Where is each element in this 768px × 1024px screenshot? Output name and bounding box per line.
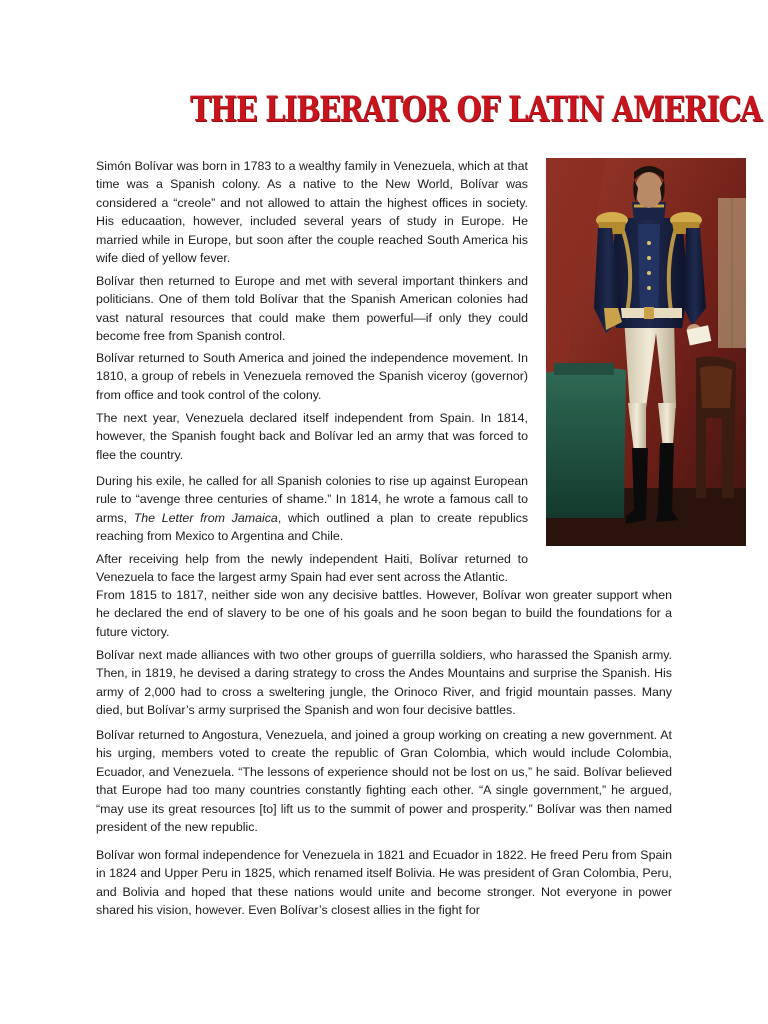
- paragraph-formal-independence: Bolívar won formal independence for Venezuela in 1821 and Ecuador in 1822. He freed Peru from Spain in 1824 and Upper Peru in 1825, which renamed itself Bolivia. He was president of Gran Colombia, Peru, and Bolivia and hoped that these nations would unite and become stronger. Not everyone in power shared his vision, however. Even Bolívar’s closest allies in the fight for: [96, 848, 672, 918]
- letter-from-jamaica-title: The Letter from Jamaica: [133, 510, 278, 525]
- paragraph-venezuela-declared: The next year, Venezuela declared itself independent from Spain. In 1814, however, the Spanish fought back and Bolívar led an army that was forced to flee the country.: [96, 411, 528, 462]
- exile-text-after: , which outlined a plan to create republics reaching from Mexico to Argentina and Chile.: [96, 510, 529, 544]
- exile-text-before: During his exile, he called for all Spanish colonies to rise up against European rule to “avenge three centuries of shame.” In 1814, he wrote a famous call to arms,: [96, 474, 528, 525]
- paragraph-andes: Bolívar next made alliances with two other groups of guerrilla soldiers, who harassed the Spanish army. Then, in 1819, he devised a daring strategy to cross the Andes Mountains and surprise the Spanish. His army of 2,000 had to cross a sweltering jungle, the Orinoco River, and frigid mountain passes. Many died, but Bolívar’s army surprised the Spanish and won four decisive battles.: [96, 648, 672, 718]
- paragraph-independence-movement: Bolívar returned to South America and joined the independence movement. In 1810, a group of rebels in Venezuela removed the Spanish viceroy (governor) from office and took control of the colony.: [96, 351, 528, 402]
- paragraph-gran-colombia: Bolívar returned to Angostura, Venezuela, and joined a group working on creating a new government. At his urging, members voted to create the republic of Gran Colombia, which would include Colombia, Ecuador, and Venezuela. “The lessons of experience should not be lost on us,” he said. Bolívar believed that Europe had too many countries constantly fighting each other. “A single government,” he argued, “may use its great resources [to] lift us to the summit of power and prosperity.” Bolívar was then named president of the new republic.: [96, 728, 672, 835]
- paragraph-slavery: From 1815 to 1817, neither side won any decisive battles. However, Bolívar won greater support when he declared the end of slavery to be one of his goals and he soon began to build the foundations for a future victory.: [96, 588, 672, 639]
- paragraph-haiti-help: After receiving help from the newly independent Haiti, Bolívar returned to Venezuela to face the largest army Spain had ever sent across the Atlantic.: [96, 552, 528, 585]
- page-title: THE LIBERATOR OF LATIN AMERICA: [190, 89, 762, 130]
- paragraph-return-europe: Bolívar then returned to Europe and met with several important thinkers and politicians. One of them told Bolívar that the Spanish American colonies had vast natural resources that could make them powerful—if only they could become free from Spanish control.: [96, 274, 528, 344]
- portrait-painting: [546, 158, 746, 546]
- paragraph-exile: [96, 472, 528, 546]
- bolivar-portrait: [546, 158, 746, 546]
- paragraph-birth: Simón Bolívar was born in 1783 to a wealthy family in Venezuela, which at that time was a Spanish colony. As a native to the New World, Bolívar was considered a “creole” and not allowed to attain the highest offices in society. His educaation, however, included several years of study in Europe. He married while in Europe, but soon after the couple reached South America his wife died of yellow fever.: [96, 159, 528, 266]
